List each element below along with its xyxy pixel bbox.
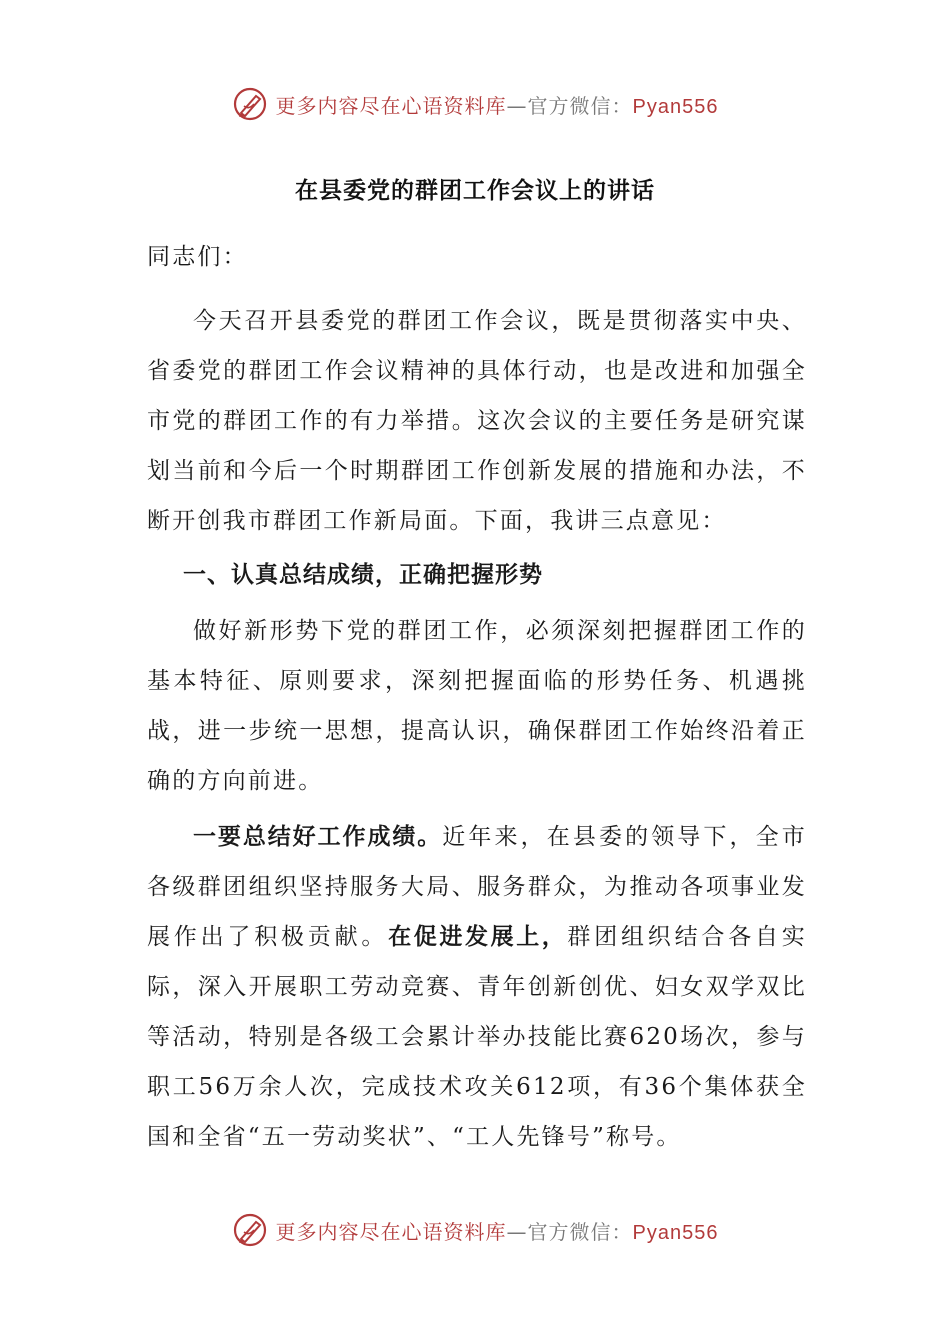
pen-logo-icon [232,1212,268,1248]
banner-dash: — [506,93,528,118]
banner-text [276,1216,719,1245]
paragraph-text-2: 群团组织结合各自实际，深入开展职工劳动竞赛、青年创新创优、妇女双学双比等活动，特别是各级工会累计举办技能比赛620场次，参与职工56万余人次，完成技术攻关612项，有36个集体获全国和全省“五一劳动奖状”、“工人先锋号”称号。 [147,924,807,1150]
document-title: 在县委党的群团工作会议上的讲话 [295,178,655,204]
header-banner [0,84,950,124]
banner-wechat-label: 官方微信： [527,93,633,118]
footer-banner [0,1210,950,1250]
section-paragraph-1: 做好新形势下党的群团工作，必须深刻把握群团工作的基本特征、原则要求，深刻把握面临的形势任务、机遇挑战，进一步统一思想，提高认识，确保群团工作始终沿着正确的方向前进。 [147,618,807,794]
inline-bold-text: 在促进发展上， [388,924,568,950]
intro-paragraph: 今天召开县委党的群团工作会议，既是贯彻落实中央、省委党的群团工作会议精神的具体行动，也是改进和加强全市党的群团工作的有力举措。这次会议的主要任务是研究谋划当前和今后一个时期群团工作创新发展的措施和办法，不断开创我市群团工作新局面。下面，我讲三点意见： [147,308,807,534]
section-paragraph-2 [147,812,807,1162]
banner-wechat-id: Pyan556 [632,1221,719,1244]
banner-wechat-label: 官方微信： [527,1219,633,1244]
paragraph-text-1: 近年来，在县委的领导下，全市各级群团组织坚持服务大局、服务群众，为推动各项事业发展作出了积极贡献。 [147,824,807,950]
lead-bold-text: 一要总结好工作成绩。 [193,824,443,850]
pen-logo-icon [232,86,268,122]
greeting: 同志们： [147,244,248,270]
section-heading: 一、认真总结成绩，正确把握形势 [183,562,543,588]
banner-wechat-id: Pyan556 [632,95,719,118]
document-body [147,232,807,1162]
banner-site-name: 更多内容尽在心语资料库 [275,1219,507,1244]
banner-text [276,90,719,119]
banner-site-name: 更多内容尽在心语资料库 [275,93,507,118]
banner-dash: — [506,1219,528,1244]
